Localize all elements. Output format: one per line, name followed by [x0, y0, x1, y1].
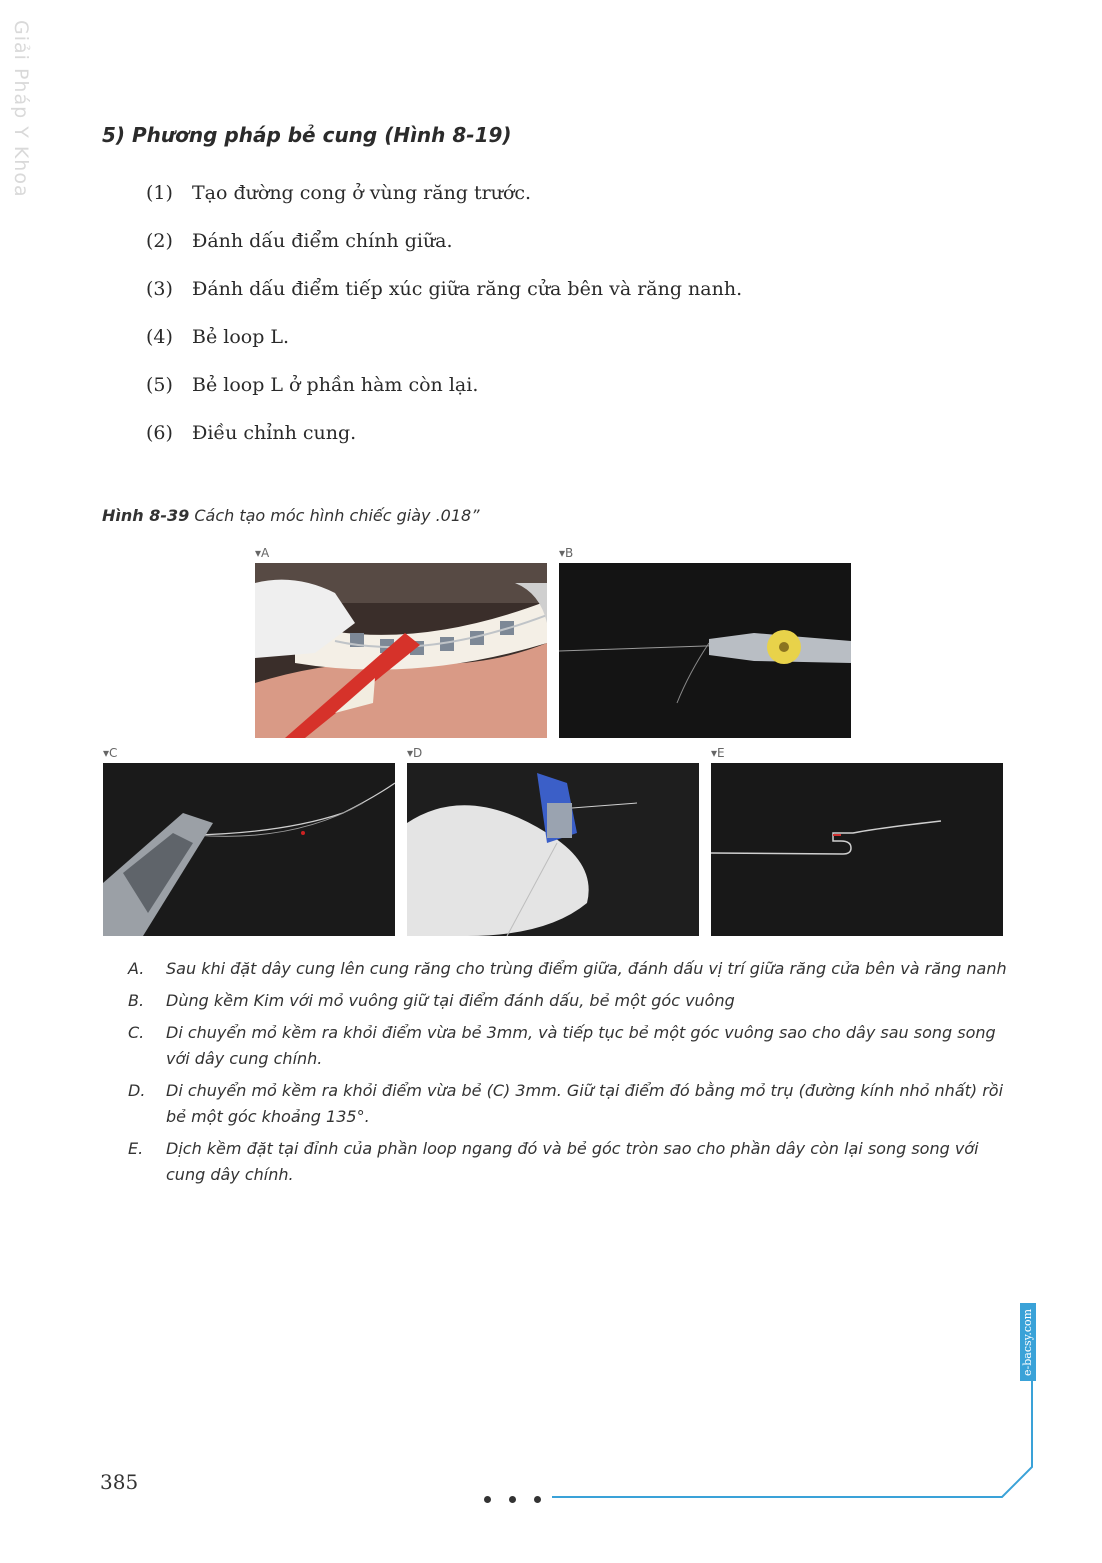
step-number: (6): [146, 422, 173, 444]
step-text: Bẻ loop L.: [192, 326, 290, 348]
step-text: Điều chỉnh cung.: [192, 422, 357, 444]
photo-panel-c: [103, 746, 395, 936]
figure-caption-text: Cách tạo móc hình chiếc giày .018”: [189, 506, 480, 525]
desc-letter: B.: [128, 991, 145, 1010]
page-number: 385: [100, 1470, 139, 1494]
figure-label: Hình 8-39: [102, 506, 190, 525]
panel-label: ▾C: [103, 746, 118, 760]
step-number: (1): [146, 182, 173, 204]
desc-text: Dịch kềm đặt tại đỉnh của phần loop ngang đó và bẻ góc tròn sao cho phần dây còn lại song song với cung dây chính.: [166, 1139, 979, 1184]
glove-pliers-photo: [407, 763, 699, 936]
desc-text: Di chuyển mỏ kềm ra khỏi điểm vừa bẻ 3mm, và tiếp tục bẻ một góc vuông sao cho dây sau song song với dây cung chính.: [166, 1023, 996, 1068]
step-number: (3): [146, 278, 173, 300]
step-number: (5): [146, 374, 173, 396]
desc-letter: A.: [128, 959, 145, 978]
desc-text: Di chuyển mỏ kềm ra khỏi điểm vừa bẻ (C) 3mm. Giữ tại điểm đó bằng mỏ trụ (đường kính nhỏ nhất) rồi bẻ một góc khoảng 135°.: [166, 1081, 1004, 1126]
figure-descriptions: [128, 956, 1008, 1194]
desc-letter: D.: [128, 1081, 146, 1100]
desc-text: Dùng kềm Kim với mỏ vuông giữ tại điểm đánh dấu, bẻ một góc vuông: [166, 991, 735, 1010]
list-item: [146, 226, 742, 274]
list-item: [128, 988, 1008, 1014]
dot: [534, 1496, 541, 1503]
list-item: [146, 274, 742, 322]
dot: [484, 1496, 491, 1503]
step-text: Tạo đường cong ở vùng răng trước.: [192, 182, 532, 204]
list-item: [146, 370, 742, 418]
list-item: [146, 418, 742, 466]
panel-label: ▾B: [559, 546, 574, 560]
photo-panel-a: [255, 546, 547, 738]
photo-panel-b: [559, 546, 851, 738]
dot: [509, 1496, 516, 1503]
site-badge: e-bacsy.com: [1020, 1303, 1036, 1381]
list-item: [146, 178, 742, 226]
list-item: [128, 956, 1008, 982]
finished-loop-photo: [711, 763, 1003, 936]
page-dots: [484, 1488, 559, 1507]
desc-letter: C.: [128, 1023, 145, 1042]
photo-panel-e: [711, 746, 1003, 936]
panel-label: ▾A: [255, 546, 270, 560]
section-title: 5) Phương pháp bẻ cung (Hình 8-19): [102, 123, 512, 147]
list-item: [128, 1136, 1008, 1188]
step-text: Bẻ loop L ở phần hàm còn lại.: [192, 374, 479, 396]
step-text: Đánh dấu điểm chính giữa.: [192, 230, 453, 252]
wire-bend-photo: [103, 763, 395, 936]
photo-panel-d: [407, 746, 699, 936]
desc-letter: E.: [128, 1139, 144, 1158]
step-number: (2): [146, 230, 173, 252]
figure-caption: [102, 506, 480, 525]
pliers-photo: [559, 563, 851, 738]
steps-list: [146, 178, 742, 466]
list-item: [128, 1020, 1008, 1072]
panel-label: ▾D: [407, 746, 423, 760]
step-text: Đánh dấu điểm tiếp xúc giữa răng cửa bên và răng nanh.: [192, 278, 743, 300]
list-item: [146, 322, 742, 370]
side-brand: Giải Pháp Y Khoa: [10, 20, 32, 198]
braces-photo: [255, 563, 547, 738]
panel-label: ▾E: [711, 746, 725, 760]
step-number: (4): [146, 326, 173, 348]
desc-text: Sau khi đặt dây cung lên cung răng cho trùng điểm giữa, đánh dấu vị trí giữa răng cửa bên và răng nanh: [166, 959, 1007, 978]
list-item: [128, 1078, 1008, 1130]
